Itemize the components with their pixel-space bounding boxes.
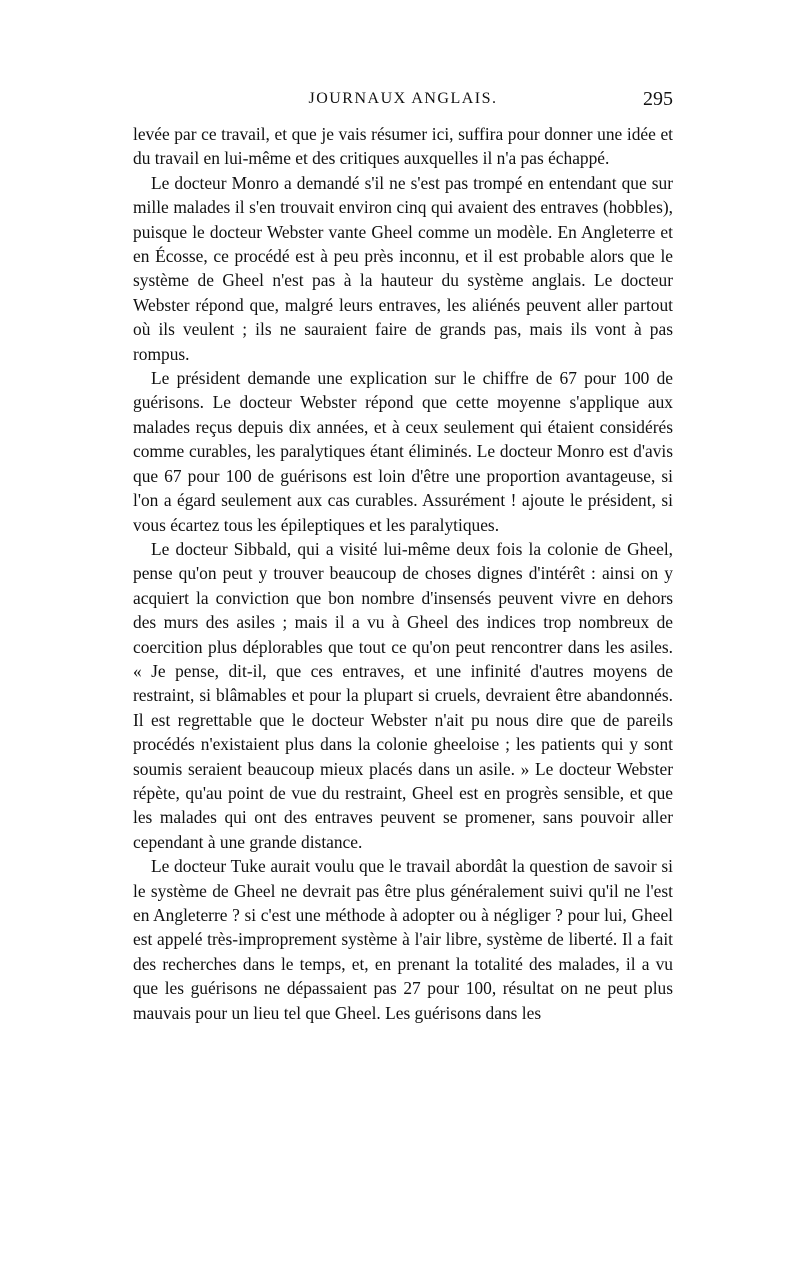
body-text xyxy=(133,122,673,1025)
paragraph-monro: Le docteur Monro a demandé s'il ne s'est pas trompé en entendant que sur mille malades il s'en trouvait environ cinq qui avaient des entraves (hobbles), puisque le docteur Webster vante Gheel comme un modèle. En Angleterre et en Écosse, ce procédé est à peu près inconnu, et il est probable alors que le système de Gheel n'est pas à la hauteur du système anglais. Le docteur Webster répond que, malgré leurs entraves, les aliénés peuvent aller partout où ils veulent ; ils ne sauraient faire de grands pas, mais ils vont à pas rompus. xyxy=(133,172,673,364)
book-page xyxy=(133,88,673,1025)
running-title: JOURNAUX ANGLAIS. xyxy=(308,90,498,107)
paragraph-tuke: Le docteur Tuke aurait voulu que le travail abordât la question de savoir si le système de Gheel ne devrait pas être plus généralement suivi qu'il ne l'est en Angleterre ? si c'est une méthode à adopter ou à négliger ? pour lui, Gheel est appelé très-improprement système à l'air libre, système de liberté. Il a fait des recherches dans le temps, et, en prenant la totalité des malades, il a vu que les guérisons ne dépassaient pas 27 pour 100, résultat on ne peut plus mauvais pour un lieu tel que Gheel. Les guérisons dans les xyxy=(133,856,673,1023)
paragraph-president: Le président demande une explication sur le chiffre de 67 pour 100 de guérisons. Le docteur Webster répond que cette moyenne s'applique aux malades reçus depuis dix années, et à ceux seulement qui étaient considérés comme curables, les paralytiques étant éliminés. Le docteur Monro est d'avis que 67 pour 100 de guérisons est loin d'être une proportion avantageuse, si l'on a égard seulement aux cas curables. Assurément ! ajoute le président, si vous écartez tous les épileptiques et les paralytiques. xyxy=(133,368,673,535)
page-number: 295 xyxy=(643,88,673,110)
paragraph-continued: levée par ce travail, et que je vais résumer ici, suffira pour donner une idée et du travail en lui-même et des critiques auxquelles il n'a pas échappé. xyxy=(133,124,673,169)
running-header xyxy=(133,88,673,122)
paragraph-sibbald: Le docteur Sibbald, qui a visité lui-même deux fois la colonie de Gheel, pense qu'on peut y trouver beaucoup de choses dignes d'intérêt : ainsi on y acquiert la conviction que bon nombre d'insensés peuvent vivre en dehors des murs des asiles ; mais il a vu à Gheel des indices trop nombreux de coercition plus déplorables que tout ce qu'on peut rencontrer dans les asiles. « Je pense, dit-il, que ces entraves, et une infinité d'autres moyens de restraint, si blâmables et pour la plupart si cruels, devraient être abandonnés. Il est regrettable que le docteur Webster n'ait pu nous dire que de pareils procédés n'existaient plus dans la colonie gheeloise ; les patients qui y sont soumis seraient beaucoup mieux placés dans un asile. » Le docteur Webster répète, qu'au point de vue du restraint, Gheel est en progrès sensible, et que les malades qui ont des entraves peuvent se promener, sans pouvoir aller cependant à une grande distance. xyxy=(133,538,673,852)
